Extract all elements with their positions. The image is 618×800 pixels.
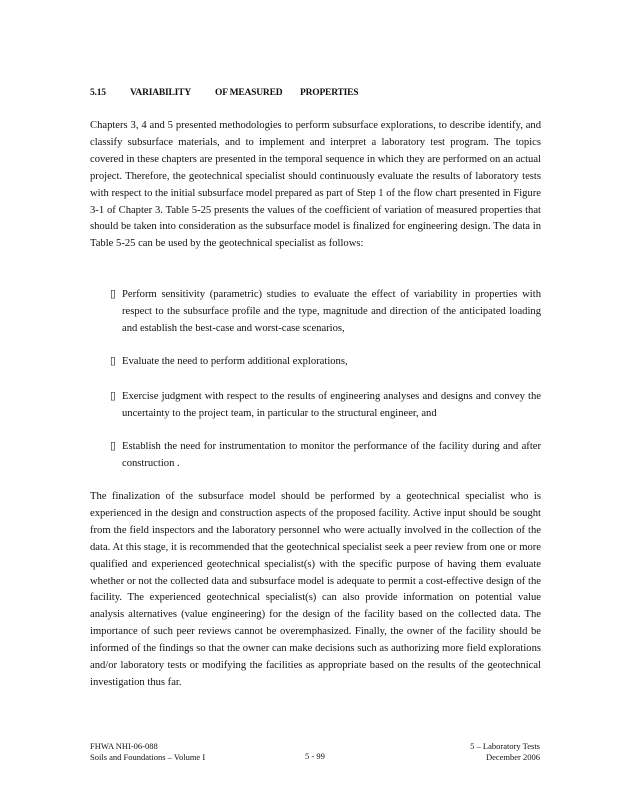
section-title-word-3: PROPERTIES (300, 88, 359, 98)
closing-paragraph (90, 489, 541, 692)
footer-report-number: FHWA NHI-06-088 (90, 741, 158, 751)
bullet-item-1 (110, 287, 541, 338)
footer-left (90, 741, 205, 762)
page-number: 5 - 99 (305, 751, 325, 761)
footer-volume-title: Soils and Foundations – Volume I (90, 751, 206, 762)
bullet-marker: ▯ (110, 391, 116, 402)
bullet-text: Evaluate the need to perform additional explorations, (122, 356, 348, 367)
footer-date: December 2006 (485, 751, 540, 762)
intro-text: Chapters 3, 4 and 5 presented methodologies to perform subsurface explorations, to describe identify, and classify subsurface materials, and to implement and interpret a laboratory test program. The topics covered in these chapters are presented in the temporal sequence in which they are performed on an actual project. Therefore, the geotechnical specialist should continuously evaluate the results of laboratory tests with respect to the initial subsurface model prepared as part of Step 1 of the flow chart presented in Figure 3-1 of Chapter 3. Table 5-25 presents the values of the coefficient of variation of measured properties that should be taken into consideration as the subsurface model is finalized for engineering design. The data in Table 5-25 can be used by the geotechnical specialist as follows: (90, 120, 541, 250)
bullet-marker: ▯ (110, 289, 116, 300)
bullet-text: Establish the need for instrumentation to monitor the performance of the facility during and after construction . (122, 441, 541, 469)
bullet-item-2 (110, 354, 541, 371)
bullet-text: Exercise judgment with respect to the results of engineering analyses and designs and convey the uncertainty to the project team, in particular to the structural engineer, and (122, 391, 541, 419)
footer-chapter-title: 5 – Laboratory Tests (470, 741, 540, 751)
section-number: 5.15 (90, 88, 106, 98)
intro-paragraph (90, 118, 541, 253)
bullet-marker: ▯ (110, 441, 116, 452)
section-title-word-1: VARIABILITY (130, 88, 191, 98)
bullet-item-3 (110, 389, 541, 423)
bullet-text: Perform sensitivity (parametric) studies to evaluate the effect of variability in properties with respect to the subsurface profile and the type, magnitude and direction of the anticipated loading and establish the best-case and worst-case scenarios, (122, 289, 541, 334)
closing-text: The finalization of the subsurface model should be performed by a geotechnical specialist who is experienced in the design and construction aspects of the proposed facility. Active input should be sought from the field inspectors and the laboratory personnel who were actually involved in the collection of the data. At this stage, it is recommended that the geotechnical specialist seek a peer review from one or more qualified and experienced geotechnical specialist(s) with the specific purpose of having them evaluate whether or not the collected data and subsurface model is adequate to permit a cost-effective design of the facility. The experienced geotechnical specialist(s) can also provide information on potential value analysis alternatives (value engineering) for the design of the facility based on the collected data. The importance of such peer reviews cannot be overemphasized. Finally, the owner of the facility should be informed of the findings so that the owner can make decisions such as authorizing more field explorations and/or laboratory tests or modifying the facilities as appropriate based on the results of the geotechnical investigation thus far. (90, 491, 541, 688)
bullet-marker: ▯ (110, 356, 116, 367)
bullet-item-4 (110, 439, 541, 473)
footer-right (470, 741, 540, 762)
section-title-word-2: OF MEASURED (215, 88, 283, 98)
